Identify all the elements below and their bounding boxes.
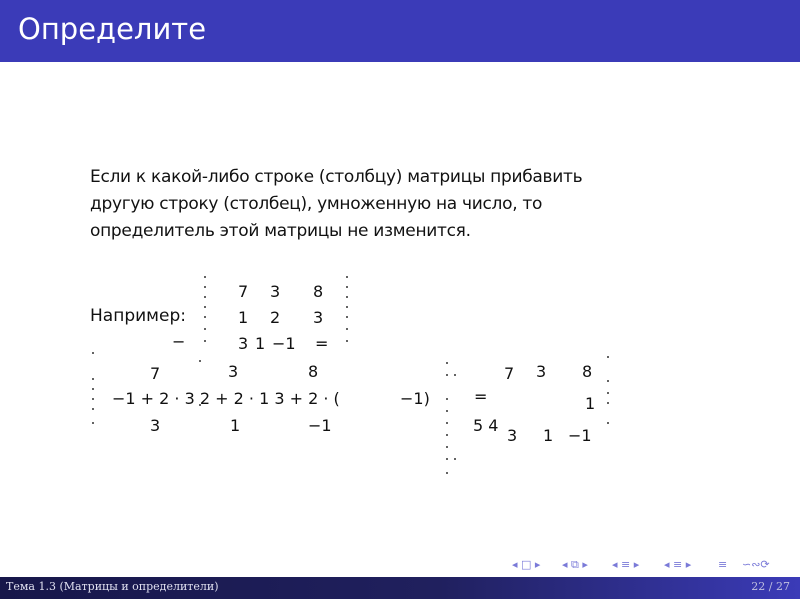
slide-title: Определите [18, 12, 207, 46]
footer-topic: Тема 1.3 (Матрицы и определители) [6, 580, 219, 593]
nav-frame-icon[interactable]: ◂ □ ▸ [512, 558, 541, 571]
det3-bar-inner [452, 374, 458, 464]
m3-r1c3: 8 [582, 362, 593, 381]
m3-r3c1: 3 [507, 426, 518, 445]
theorem-line-1: Если к какой-либо строке (столбцу) матрицы прибавить [90, 167, 583, 187]
det-bar-left [202, 276, 208, 346]
example-label: Например: [90, 306, 186, 326]
m3-r1c2: 3 [536, 362, 547, 381]
nav-sub-icon[interactable]: ◂ ≡ ▸ [664, 558, 692, 571]
footer-page-number: 22 / 27 [751, 580, 790, 593]
m1-r3c1: 3 [238, 334, 249, 353]
det3-bar-left [444, 362, 450, 480]
theorem-line-3: определитель этой матрицы не изменится. [90, 221, 471, 241]
m2-r1c1: 7 [150, 364, 161, 383]
m1-equals: = [315, 334, 329, 353]
m3-r1c1: 7 [504, 364, 515, 383]
m3-r3c3: −1 [568, 426, 592, 445]
det3-bar-right [605, 356, 611, 428]
det-bar-right [344, 276, 350, 346]
nav-align-icon[interactable]: ≡ [718, 558, 728, 571]
m2-row2-tail: −1) [400, 389, 430, 408]
m1-r2c2: 2 [270, 308, 281, 327]
m1-minus: − [172, 332, 186, 351]
det2-bar-left [90, 352, 96, 430]
slide-footer [0, 577, 800, 599]
theorem-line-2: другую строку (столбец), умноженную на число, то [90, 194, 543, 214]
slide-header [0, 0, 800, 62]
m1-r3c2: 1 [255, 334, 266, 353]
m1-r2c3: 3 [313, 308, 324, 327]
m2-r1c3: 8 [308, 362, 319, 381]
m2-r3c3: −1 [308, 416, 332, 435]
nav-subsection-icon[interactable]: ◂ ⧉ ▸ [562, 558, 588, 571]
m2-r3c2: 1 [230, 416, 241, 435]
m1-r2c1: 1 [238, 308, 249, 327]
m2-r3c1: 3 [150, 416, 161, 435]
m1-r3c3: −1 [272, 334, 296, 353]
nav-section-icon[interactable]: ◂ ≡ ▸ [612, 558, 640, 571]
m1-r1c1: 7 [238, 282, 249, 301]
m2-r1c2: 3 [228, 362, 239, 381]
nav-search-icon[interactable]: ∽∾⟳ [742, 558, 770, 571]
theorem-text [90, 164, 690, 245]
m2-row2: −1 + 2 · 3 2 + 2 · 1 3 + 2 · ( [112, 389, 340, 408]
m3-r2-left: 5 4 [473, 416, 499, 435]
m3-r3c2: 1 [543, 426, 554, 445]
m3-r2-right: 1 [585, 394, 596, 413]
m1-r1c3: 8 [313, 282, 324, 301]
m1-r1c2: 3 [270, 282, 281, 301]
m3-equals: = [474, 387, 488, 406]
